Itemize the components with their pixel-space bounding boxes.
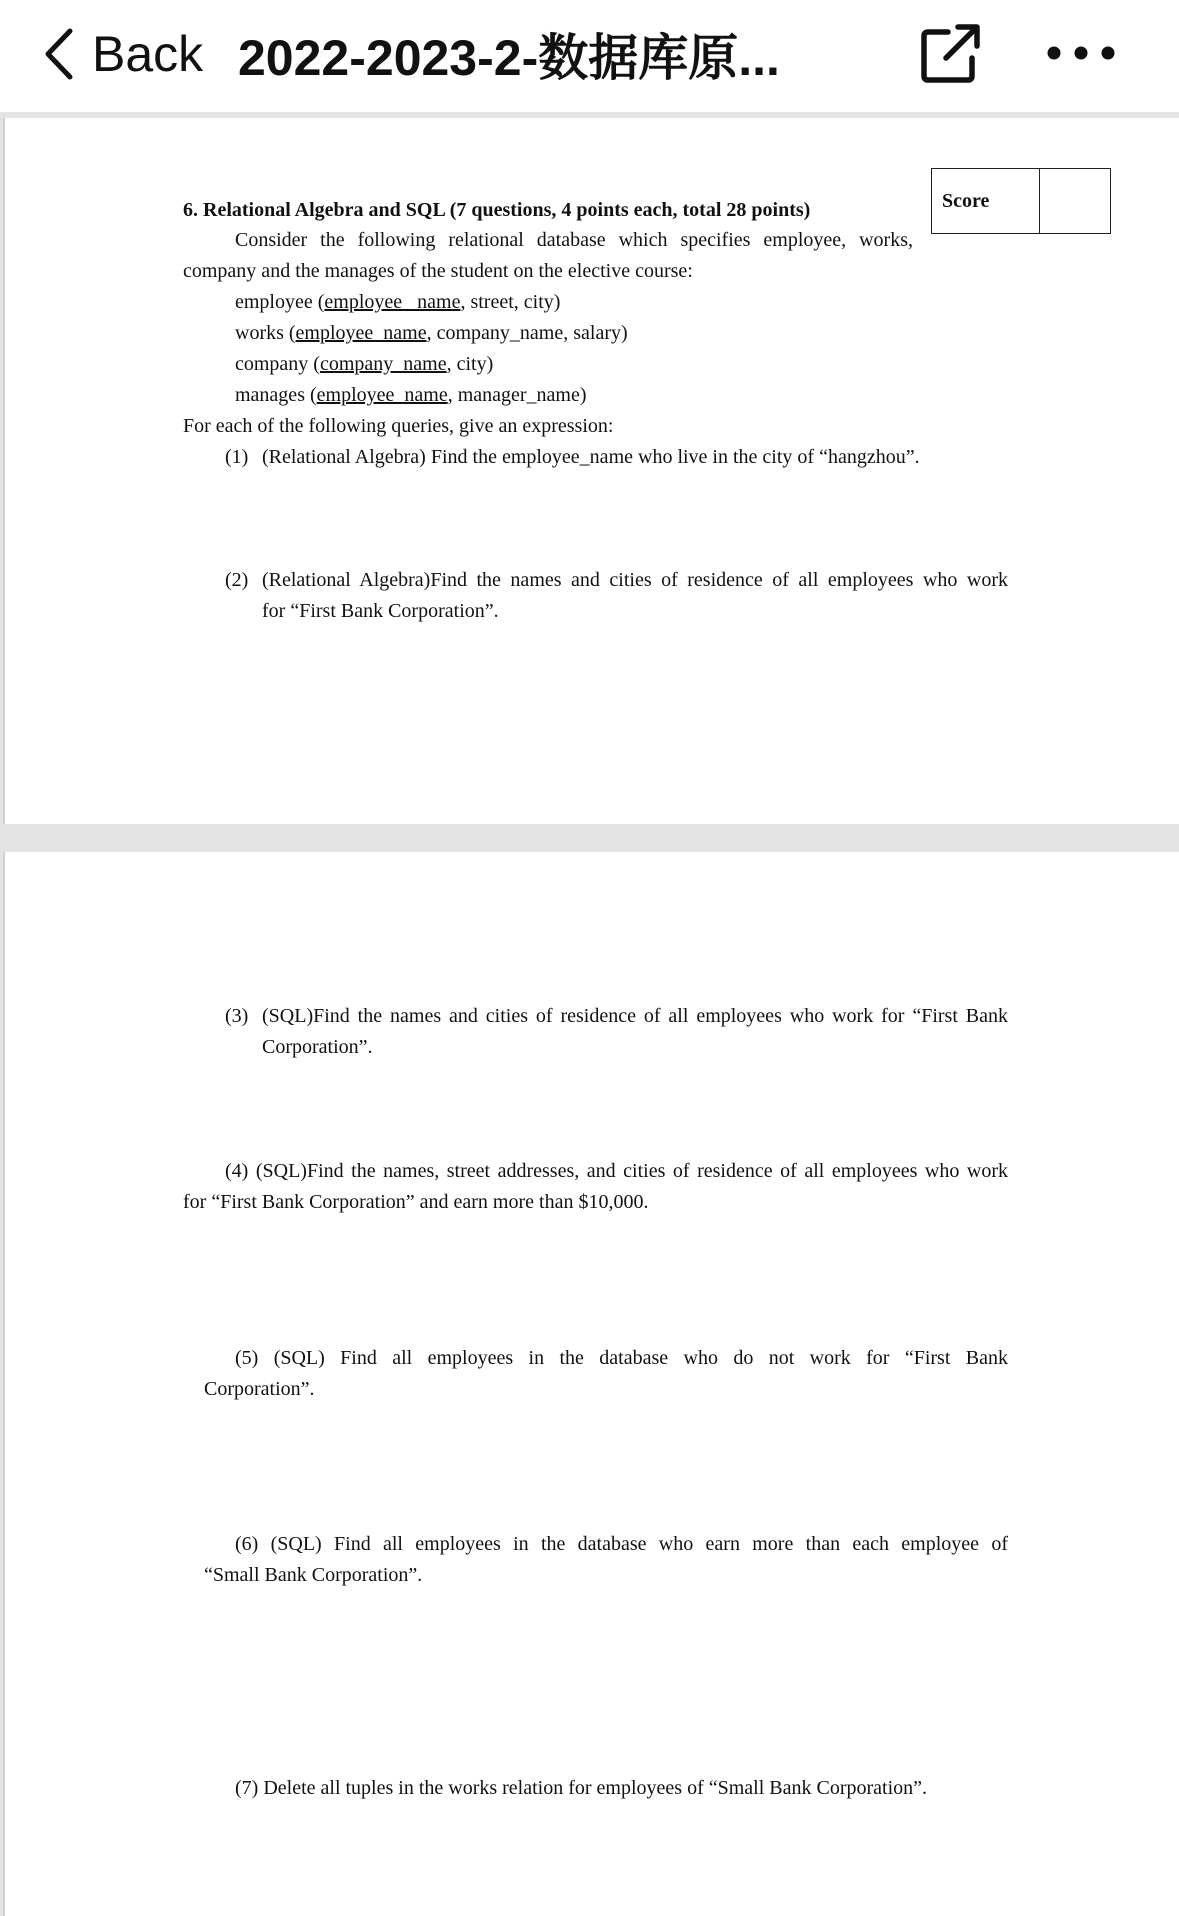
question-3-text-cont: Corporation”. — [262, 1036, 373, 1058]
question-2-text-cont: for “First Bank Corporation”. — [262, 600, 499, 622]
schema-rest: , company_name, salary) — [426, 322, 628, 344]
intro-line-2: company and the manages of the student on the elective course: — [183, 260, 693, 282]
schema-key: employee_ name — [324, 291, 461, 313]
section-title: 6. Relational Algebra and SQL (7 questions, 4 points each, total 28 points) — [183, 199, 811, 221]
question-2-number: (2) — [225, 569, 249, 591]
document-page-1 — [3, 118, 1179, 824]
question-6-text-cont: “Small Bank Corporation”. — [204, 1564, 423, 1586]
schema-employee — [235, 290, 560, 314]
question-1-text: (Relational Algebra) Find the employee_name who live in the city of “hangzhou”. — [262, 446, 920, 468]
schema-company — [235, 352, 493, 376]
navigation-bar — [0, 0, 1179, 112]
schema-rest: , city) — [446, 353, 494, 375]
document-page-2 — [3, 852, 1179, 1916]
question-2-text: (Relational Algebra)Find the names and cities of residence of all employees who work — [262, 569, 1008, 591]
score-value-field[interactable] — [1040, 169, 1110, 233]
more-icon[interactable] — [1046, 36, 1116, 70]
schema-name: works ( — [235, 322, 296, 344]
share-icon[interactable] — [918, 20, 984, 86]
question-5-text: (5) (SQL) Find all employees in the database who do not work for “First Bank — [235, 1347, 1008, 1369]
schema-rest: , manager_name) — [447, 384, 587, 406]
schema-works — [235, 321, 628, 345]
schema-name: manages ( — [235, 384, 317, 406]
score-box — [931, 168, 1111, 234]
chevron-left-icon — [44, 27, 74, 81]
score-label: Score — [932, 169, 1040, 233]
schema-key: employee_name — [295, 322, 427, 344]
schema-rest: , street, city) — [460, 291, 561, 313]
question-6-text: (6) (SQL) Find all employees in the database who earn more than each employee of — [235, 1533, 1008, 1555]
question-1-number: (1) — [225, 446, 249, 468]
question-5-text-cont: Corporation”. — [204, 1378, 315, 1400]
question-3-text: (SQL)Find the names and cities of residence of all employees who work for “First Bank — [262, 1005, 1008, 1027]
question-4-text-cont: for “First Bank Corporation” and earn more than $10,000. — [183, 1191, 649, 1213]
question-4-text: (4) (SQL)Find the names, street addresses, and cities of residence of all employees who work — [225, 1160, 1008, 1182]
document-viewer[interactable] — [0, 112, 1179, 1916]
schema-key: company_name — [319, 353, 447, 375]
back-label: Back — [92, 26, 204, 82]
back-button[interactable] — [44, 22, 203, 86]
schema-name: company ( — [235, 353, 320, 375]
schema-name: employee ( — [235, 291, 325, 313]
schema-key: employee_name — [316, 384, 448, 406]
question-7-text: (7) Delete all tuples in the works relation for employees of “Small Bank Corporation”. — [235, 1777, 928, 1799]
schema-manages — [235, 383, 587, 407]
question-3-number: (3) — [225, 1005, 249, 1027]
page-title: 2022-2023-2-数据库原... — [238, 30, 780, 86]
intro-line-1: Consider the following relational database which specifies employee, works, — [235, 229, 913, 251]
instruction: For each of the following queries, give an expression: — [183, 415, 614, 437]
